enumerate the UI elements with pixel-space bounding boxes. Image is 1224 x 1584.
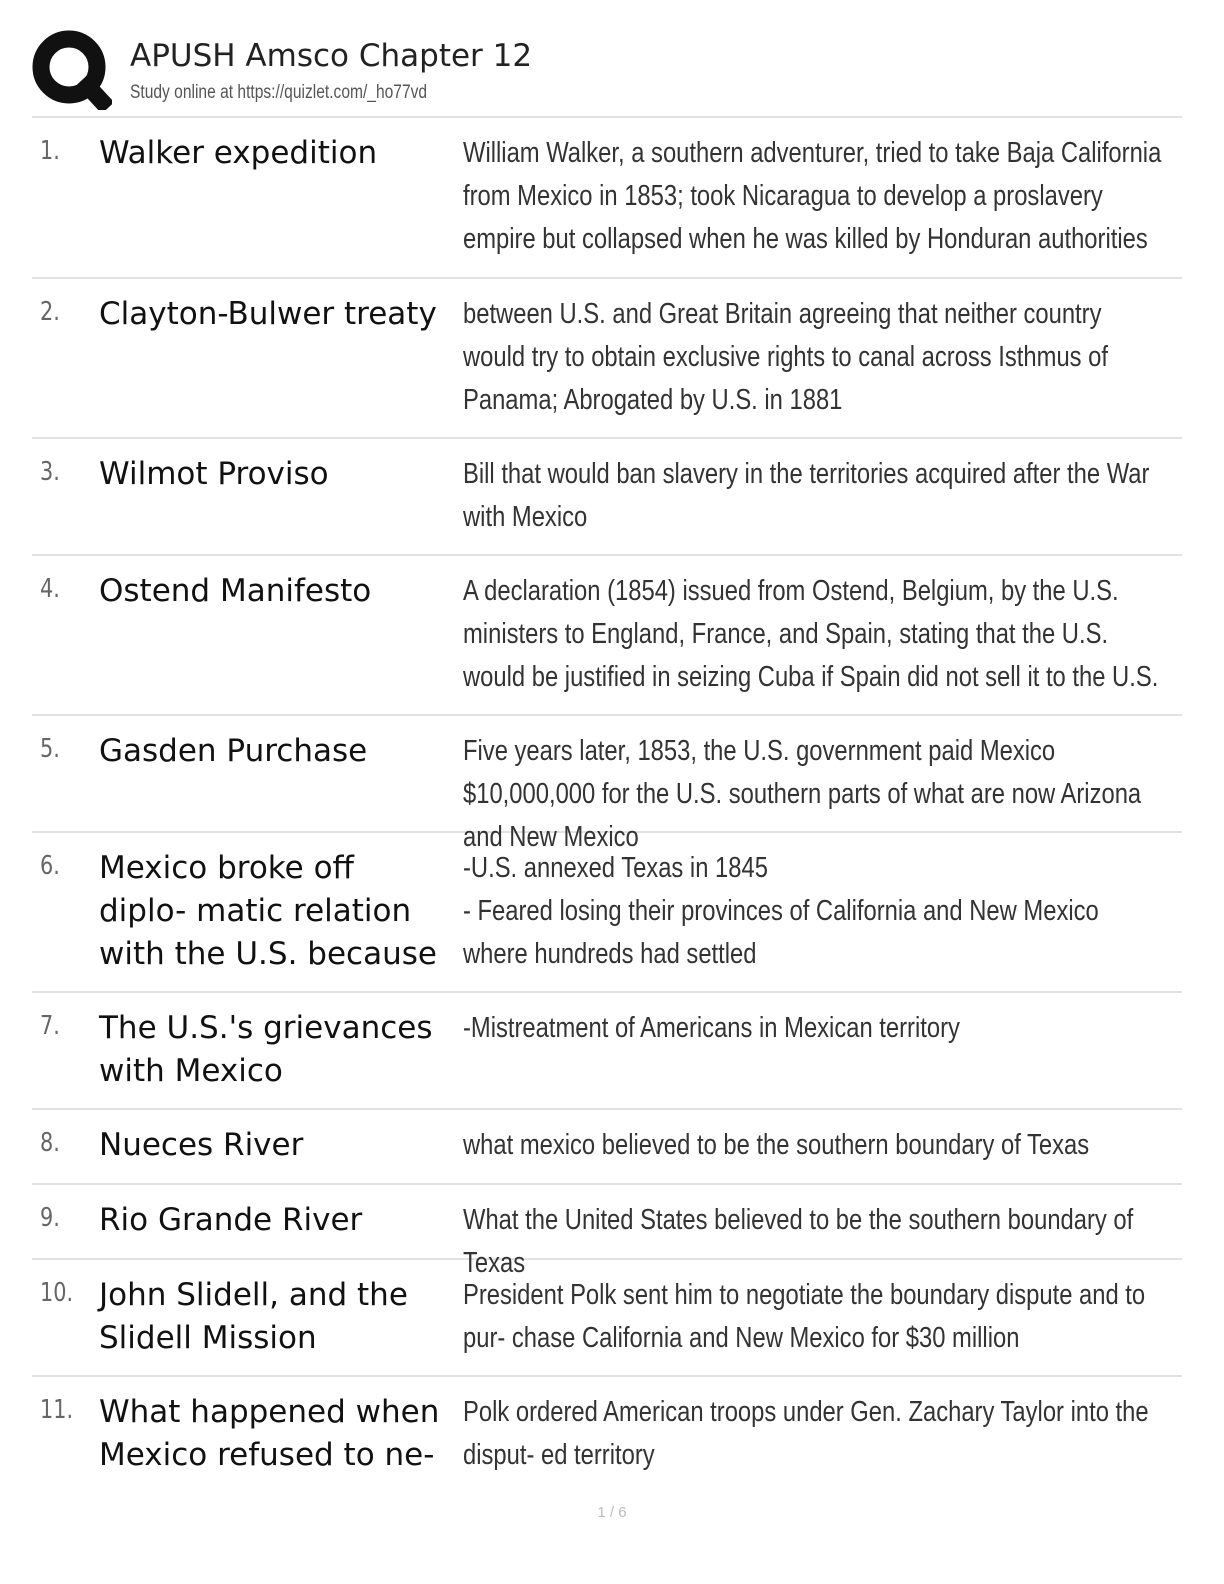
list-item [32,716,1182,853]
card-definition: what mexico believed to be the southern boundary of Texas [463,1129,1090,1161]
list-item [32,439,1182,556]
card-definition: President Polk sent him to negotiate the boundary dispute and to pur- chase California and New Mexico for $30 million [463,1279,1146,1354]
card-term: John Slidell, and the Slidell Mission [99,1277,408,1356]
list-item [32,1260,1182,1377]
card-term: Walker expedition [99,135,378,171]
card-definition: Polk ordered American troops under Gen. Zachary Taylor into the disput- ed territory [463,1396,1149,1471]
card-number: 11. [40,1395,74,1425]
card-number: 1. [40,136,60,166]
card-term: Rio Grande River [99,1202,363,1238]
card-term: What happened when Mexico refused to ne- [99,1394,440,1473]
study-online-link[interactable]: Study online at https://quizlet.com/_ho77vd [130,82,428,103]
card-number: 5. [40,734,60,764]
card-number: 6. [40,851,60,881]
card-term: Wilmot Proviso [99,456,329,492]
card-definition [463,847,1168,976]
card-term: The U.S.'s grievances with Mexico [99,1010,433,1089]
list-item [32,1185,1182,1279]
card-number: 2. [40,297,60,327]
list-item [32,1110,1182,1185]
quizlet-logo-icon [32,30,112,110]
page-header [32,30,1182,116]
list-item [32,556,1182,716]
card-term: Nueces River [99,1127,304,1163]
card-number: 10. [40,1278,74,1308]
page-indicator: 1 / 6 [597,1504,627,1521]
list-item [32,1377,1182,1494]
list-item [32,118,1182,279]
card-term: Ostend Manifesto [99,573,372,609]
card-term: Mexico broke off diplo- matic relation with the U.S. because [99,850,437,972]
card-definition: between U.S. and Great Britain agreeing that neither country would try to obtain exclusive rights to canal across Isthmus of Panama; Abrogated by U.S. in 1881 [463,298,1109,416]
card-definition: William Walker, a southern adventurer, tried to take Baja California from Mexico in 1853; took Nicaragua to develop a proslavery empire but collapsed when he was killed by Honduran authorities [463,137,1162,255]
card-term: Clayton-Bulwer treaty [99,296,437,332]
list-item [32,833,1182,993]
list-item [32,279,1182,439]
card-definition: Five years later, 1853, the U.S. government paid Mexico $10,000,000 for the U.S. southern parts of what are now Arizona and New Mexico [463,735,1142,853]
card-number: 3. [40,457,60,487]
list-item [32,993,1182,1110]
definition-line: - Feared losing their provinces of California and New Mexico where hundreds had settled [463,895,1099,970]
card-number: 4. [40,574,60,604]
card-definition: -Mistreatment of Americans in Mexican territory [463,1012,960,1044]
definition-line: -U.S. annexed Texas in 1845 [463,852,768,884]
card-definition: A declaration (1854) issued from Ostend, Belgium, by the U.S. ministers to England, France, and Spain, stating that the U.S. would be justified in seizing Cuba if Spain did not sell it to the U.S. [463,575,1159,693]
card-number: 7. [40,1011,60,1041]
card-definition: What the United States believed to be the southern boundary of Texas [463,1204,1134,1279]
card-definition: Bill that would ban slavery in the territories acquired after the War with Mexico [463,458,1150,533]
card-number: 9. [40,1203,60,1233]
document-title: APUSH Amsco Chapter 12 [130,38,533,74]
flashcard-list [32,116,1182,1494]
card-number: 8. [40,1128,60,1158]
card-term: Gasden Purchase [99,733,368,769]
